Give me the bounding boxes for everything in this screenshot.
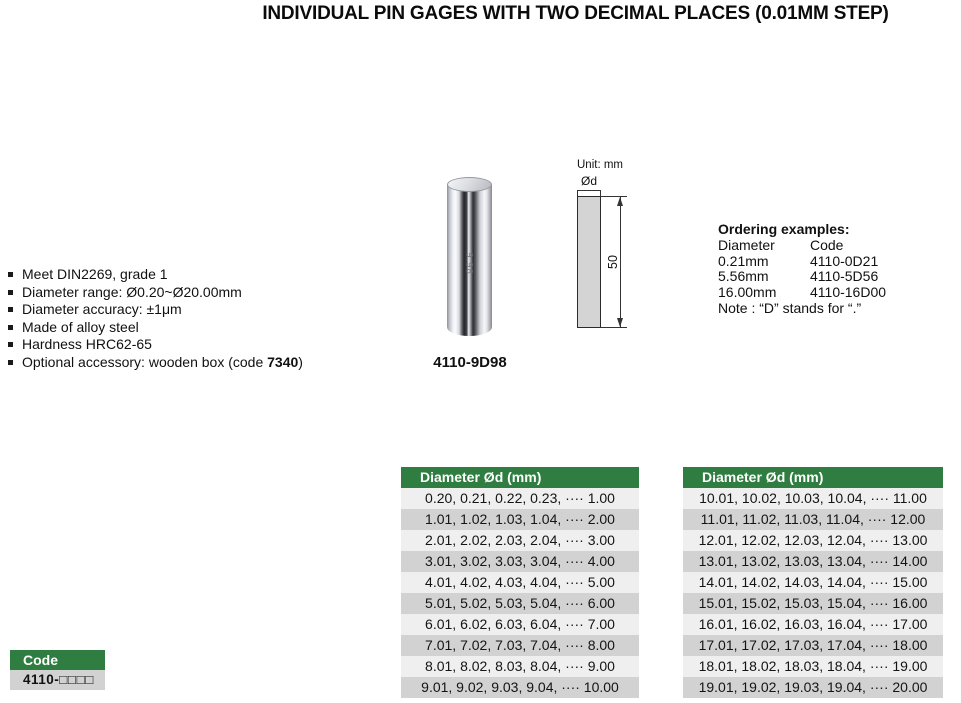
example-code: 4110-5D56 [810,268,879,285]
table-row: 17.01, 17.02, 17.03, 17.04, ···· 18.00 [683,635,943,656]
bullet-square-icon [8,325,13,330]
table-row: 18.01, 18.02, 18.03, 18.04, ···· 19.00 [683,656,943,677]
example-diameter: 0.21mm [718,252,769,269]
ordering-examples [718,222,948,317]
bullet-square-icon [8,272,13,277]
feature-text: Meet DIN2269, grade 1 [22,266,168,282]
feature-list [8,266,398,371]
ordering-col-diameter: Diameter [718,236,775,253]
diameter-table-left [401,467,639,698]
feature-text: Hardness HRC62-65 [22,336,152,352]
extension-line-bottom [601,327,627,328]
feature-item [8,266,398,284]
feature-item-optional-accessory [8,354,398,372]
pin-engraving: 9.98 [463,252,475,275]
table-row: 10.01, 10.02, 10.03, 10.04, ···· 11.00 [683,488,943,509]
height-dim-label: 50 [606,255,620,269]
ordering-example-row [718,269,948,285]
extension-line-top [601,196,627,197]
arrow-up-icon [617,197,623,206]
table-row: 19.01, 19.02, 19.03, 19.04, ···· 20.00 [683,677,943,698]
table-row: 16.01, 16.02, 16.03, 16.04, ···· 17.00 [683,614,943,635]
example-diameter: 5.56mm [718,268,769,285]
feature-item [8,336,398,354]
ordering-header-row [718,238,948,254]
example-diameter: 16.00mm [718,284,777,301]
height-dimension-line [620,197,621,327]
pin-gage-top-cap [447,177,492,192]
model-number: 4110-9D98 [433,354,507,371]
table-row: 7.01, 7.02, 7.03, 7.04, ···· 8.00 [401,635,639,656]
table-row: 12.01, 12.02, 12.03, 12.04, ···· 13.00 [683,530,943,551]
bullet-square-icon [8,307,13,312]
code-box [10,650,105,690]
ordering-title: Ordering examples: [718,221,850,237]
table-row: 1.01, 1.02, 1.03, 1.04, ···· 2.00 [401,509,639,530]
example-code: 4110-0D21 [810,252,879,269]
table-row: 6.01, 6.02, 6.03, 6.04, ···· 7.00 [401,614,639,635]
arrow-down-icon [617,318,623,327]
code-box-value: 4110-□□□□ [10,670,105,690]
ordering-example-row [718,285,948,301]
ordering-note: Note : “D” stands for “.” [718,299,862,316]
table-row: 0.20, 0.21, 0.22, 0.23, ···· 1.00 [401,488,639,509]
feature-text: Optional accessory: wooden box (code 7340) [22,353,303,370]
page-title: INDIVIDUAL PIN GAGES WITH TWO DECIMAL PLACES (0.01MM STEP) [262,3,889,24]
table-row: 14.01, 14.02, 14.03, 14.04, ···· 15.00 [683,572,943,593]
table-row: 11.01, 11.02, 11.03, 11.04, ···· 12.00 [683,509,943,530]
bullet-square-icon [8,290,13,295]
table-row: 9.01, 9.02, 9.03, 9.04, ···· 10.00 [401,677,639,698]
pin-outline-drawing [577,196,601,328]
table-row: 4.01, 4.02, 4.03, 4.04, ···· 5.00 [401,572,639,593]
table-row: 13.01, 13.02, 13.03, 13.04, ···· 14.00 [683,551,943,572]
code-box-header: Code [10,650,105,670]
table-row: 15.01, 15.02, 15.03, 15.04, ···· 16.00 [683,593,943,614]
feature-item [8,319,398,337]
ordering-col-code: Code [810,236,844,253]
table-row: 5.01, 5.02, 5.03, 5.04, ···· 6.00 [401,593,639,614]
feature-text: Diameter accuracy: ±1μm [22,301,182,317]
bullet-square-icon [8,342,13,347]
accessory-code: 7340 [267,353,299,370]
table-row: 8.01, 8.02, 8.03, 8.04, ···· 9.00 [401,656,639,677]
feature-text: Made of alloy steel [22,318,139,335]
table-header: Diameter Ød (mm) [683,467,943,488]
example-code: 4110-16D00 [810,284,887,301]
feature-item [8,301,398,319]
table-header: Diameter Ød (mm) [401,467,639,488]
diameter-table-right [683,467,943,698]
unit-label: Unit: mm [577,159,623,171]
diameter-dim-label: Ød [580,174,597,188]
feature-text: Diameter range: Ø0.20~Ø20.00mm [22,283,242,300]
table-row: 2.01, 2.02, 2.03, 2.04, ···· 3.00 [401,530,639,551]
feature-item [8,284,398,302]
table-row: 3.01, 3.02, 3.03, 3.04, ···· 4.00 [401,551,639,572]
bullet-square-icon [8,360,13,365]
ordering-example-row [718,254,948,270]
